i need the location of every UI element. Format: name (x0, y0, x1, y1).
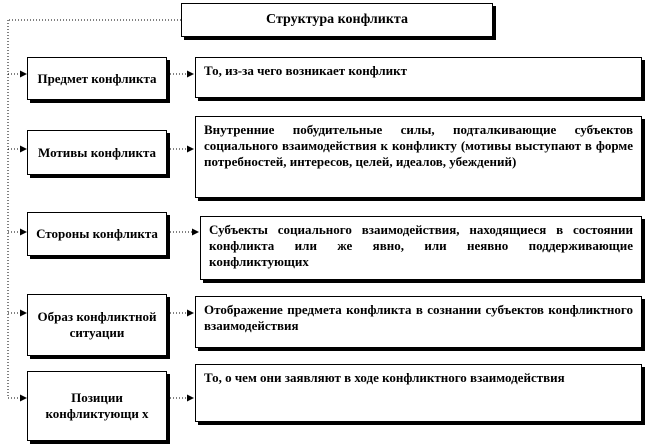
description-text: То, о чем они заявляют в ходе конфликтного взаимодействия (204, 370, 565, 385)
category-label: Предмет конфликта (37, 70, 157, 86)
description-box-subject (195, 57, 642, 98)
description-text: То, из-за чего возникает конфликт (204, 63, 408, 78)
category-box-motives (27, 130, 167, 175)
category-label: Позиции конфликтующи х (45, 390, 149, 421)
description-box-parties (200, 216, 642, 280)
description-text: Внутренние побудительные силы, подталкивающие субъектов социального взаимодействия к конфликту (мотивы выступают в форме потребностей, интересов, целей, идеалов, убеждений) (204, 122, 633, 169)
description-text: Субъекты социального взаимодействия, находящиеся в состоянии конфликта или же явно, или неявно поддерживающие конфликтующих (209, 222, 633, 269)
diagram-title: Структура конфликта (181, 3, 493, 37)
category-box-image (27, 294, 167, 356)
category-box-parties (27, 212, 167, 256)
category-label: Стороны конфликта (36, 226, 158, 241)
category-label: Образ конфликтной ситуации (37, 309, 157, 340)
category-box-subject (27, 57, 167, 100)
category-box-positions (27, 371, 167, 441)
description-box-motives (195, 116, 642, 198)
description-box-image (195, 296, 642, 348)
description-text: Отображение предмета конфликта в сознании субъектов конфликтного взаимодействия (204, 302, 633, 333)
category-label: Мотивы конфликта (37, 144, 157, 160)
description-box-positions (195, 364, 642, 422)
